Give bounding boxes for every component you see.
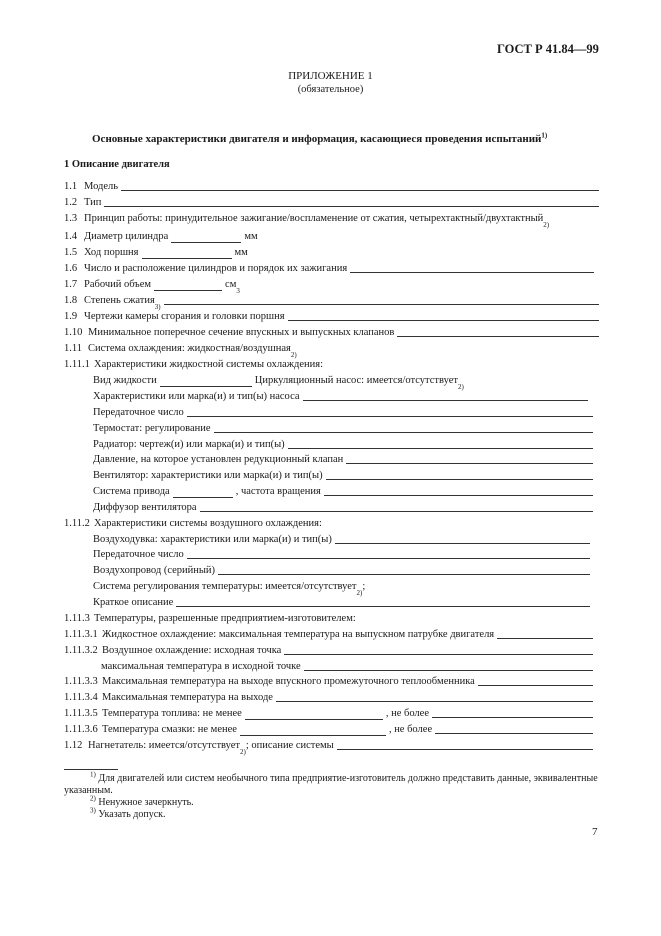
- field-exhaust-temp: 1.11.3.4 Максимальная температура на выходе: [64, 689, 593, 704]
- blank-line[interactable]: [335, 542, 590, 544]
- field-cylinders: 1.6 Число и расположение цилиндров и порядок их зажигания: [64, 260, 594, 275]
- blank-line[interactable]: [104, 205, 599, 207]
- footnote-1: $^{1)}$ Для двигателей или систем необычного типа предприятие-изготовитель должно представить данные, эквивалентные указанным.: [64, 770, 598, 796]
- field-cooling: 1.11 Система охлаждения: жидкостная/воздушная 2): [64, 343, 297, 359]
- blank-line[interactable]: [200, 510, 593, 512]
- blank-line[interactable]: [187, 415, 593, 417]
- field-displacement: 1.7 Рабочий объем см 3: [64, 279, 240, 295]
- field-drawings: 1.9 Чертежи камеры сгорания и головки поршня: [64, 308, 599, 323]
- blank-line[interactable]: [173, 486, 233, 498]
- section-temperatures: 1.11.3 Температуры, разрешенные предприятием-изготовителем:: [64, 613, 356, 624]
- section-liquid-cooling: 1.11.1 Характеристики жидкостной системы охлаждения:: [64, 359, 324, 370]
- section-air-cooling: 1.11.2 Характеристики системы воздушного охлаждения:: [64, 518, 322, 529]
- field-temp-regulation: Система регулирования температуры: имеется/отсутствует 2) ;: [93, 581, 366, 597]
- field-diffuser: Диффузор вентилятора: [93, 499, 593, 514]
- field-air-max-temp: максимальная температура в исходной точке: [101, 658, 593, 673]
- blank-line[interactable]: [160, 375, 252, 387]
- field-liquid-max-temp: 1.11.3.1 Жидкостное охлаждение: максимальная температура на выпускном патрубке двигателя: [64, 626, 593, 641]
- field-thermostat: Термостат: регулирование: [93, 420, 593, 435]
- standard-number: ГОСТ Р 41.84—99: [497, 42, 599, 56]
- section-heading: 1 Описание двигателя: [64, 159, 170, 170]
- blank-line[interactable]: [214, 431, 593, 433]
- blank-line[interactable]: [435, 732, 593, 734]
- field-air-ref-point: 1.11.3.2 Воздушное охлаждение: исходная точка: [64, 642, 593, 657]
- main-title: Основные характеристики двигателя и информация, касающиеся проведения испытаний$^{1)}$: [92, 131, 548, 145]
- blank-line[interactable]: [176, 605, 590, 607]
- field-air-ratio: Передаточное число: [93, 546, 590, 561]
- blank-line[interactable]: [303, 399, 588, 401]
- blank-line[interactable]: [497, 637, 593, 639]
- blank-line[interactable]: [478, 684, 593, 686]
- blank-line[interactable]: [284, 653, 593, 655]
- field-pressure: Давление, на которое установлен редукционный клапан: [93, 451, 593, 466]
- field-pump: Характеристики или марка(и) и тип(ы) насоса: [93, 388, 588, 403]
- field-oil-temp: 1.11.3.6 Температура смазки: не менее , не более: [64, 721, 593, 736]
- blank-line[interactable]: [324, 494, 593, 496]
- blank-line[interactable]: [240, 724, 386, 736]
- footnote-3: $^{3)}$ Указать допуск.: [90, 806, 166, 820]
- field-fuel-temp: 1.11.3.5 Температура топлива: не менее , не более: [64, 705, 593, 720]
- footnote-2: $^{2)}$ Ненужное зачеркнуть.: [90, 794, 194, 808]
- field-liquid-type: Вид жидкости Циркуляционный насос: имеется/отсутствует 2): [93, 375, 464, 391]
- blank-line[interactable]: [432, 716, 593, 718]
- blank-line[interactable]: [288, 319, 599, 321]
- field-description: Краткое описание: [93, 594, 590, 609]
- appendix-title: ПРИЛОЖЕНИЕ 1: [288, 70, 373, 82]
- blank-line[interactable]: [171, 231, 241, 243]
- field-type: 1.2 Тип: [64, 194, 599, 209]
- field-blower: Воздуходувка: характеристики или марка(и) и тип(ы): [93, 531, 590, 546]
- field-bore: 1.4 Диаметр цилиндра мм: [64, 231, 258, 242]
- field-work-principle: 1.3 Принцип работы: принудительное зажигание/воспламенение от сжатия, четырехтактный/двухтактный 2): [64, 213, 550, 229]
- blank-line[interactable]: [142, 247, 232, 259]
- field-fan: Вентилятор: характеристики или марка(и) и тип(ы): [93, 467, 593, 482]
- blank-line[interactable]: [350, 271, 594, 273]
- blank-line[interactable]: [288, 447, 593, 449]
- appendix-note: (обязательное): [297, 84, 364, 95]
- page-number: 7: [592, 826, 598, 838]
- blank-line[interactable]: [121, 189, 599, 191]
- field-model: 1.1 Модель: [64, 178, 599, 193]
- field-drive: Система привода , частота вращения: [93, 483, 593, 498]
- field-supercharger: 1.12 Нагнетатель: имеется/отсутствует 2) ; описание системы: [64, 737, 593, 752]
- blank-line[interactable]: [154, 279, 222, 291]
- blank-line[interactable]: [164, 303, 599, 305]
- blank-line[interactable]: [218, 573, 590, 575]
- field-radiator: Радиатор: чертеж(и) или марка(и) и тип(ы): [93, 436, 593, 451]
- blank-line[interactable]: [276, 700, 593, 702]
- field-stroke: 1.5 Ход поршня мм: [64, 247, 248, 258]
- blank-line[interactable]: [304, 669, 593, 671]
- blank-line[interactable]: [346, 462, 593, 464]
- field-intercooler-temp: 1.11.3.3 Максимальная температура на выходе впускного промежуточного теплообменника: [64, 673, 593, 688]
- blank-line[interactable]: [245, 708, 383, 720]
- blank-line[interactable]: [397, 335, 599, 337]
- field-duct: Воздухопровод (серийный): [93, 562, 590, 577]
- field-valves: 1.10 Минимальное поперечное сечение впускных и выпускных клапанов: [64, 324, 599, 339]
- blank-line[interactable]: [337, 748, 593, 750]
- field-liquid-ratio: Передаточное число: [93, 404, 593, 419]
- field-compression: 1.8 Степень сжатия 3): [64, 292, 599, 307]
- blank-line[interactable]: [187, 557, 590, 559]
- blank-line[interactable]: [326, 478, 593, 480]
